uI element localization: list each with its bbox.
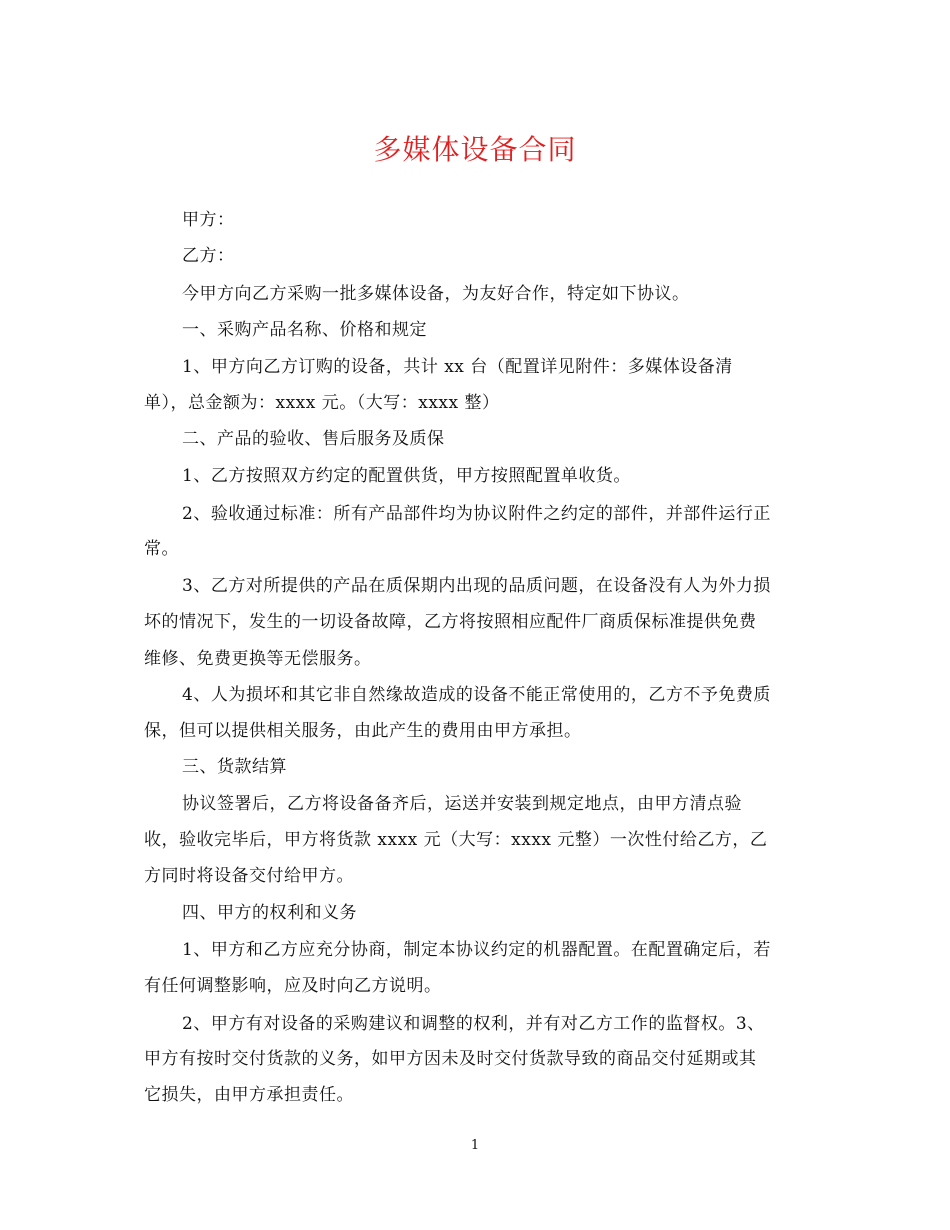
page-number: 1: [470, 1138, 480, 1153]
intro-paragraph: 今甲方向乙方采购一批多媒体设备，为友好合作，特定如下协议。: [182, 284, 690, 304]
paragraph-line: 坏的情况下，发生的一切设备故障，乙方将按照相应配件厂商质保标准提供免费: [144, 612, 757, 632]
paragraph-line: 甲方有按时交付货款的义务，如甲方因未及时交付货款导致的商品交付延期或其: [144, 1049, 757, 1069]
paragraph-line: 2、验收通过标准：所有产品部件均为协议附件之约定的部件，并部件运行正: [182, 504, 771, 524]
section-heading-1: 一、采购产品名称、价格和规定: [182, 320, 427, 340]
party-a-line: 甲方：: [182, 210, 235, 230]
paragraph-line: 有任何调整影响，应及时向乙方说明。: [144, 976, 442, 996]
paragraph-line: 1、乙方按照双方约定的配置供货，甲方按照配置单收货。: [182, 466, 631, 486]
paragraph-line: 收，验收完毕后，甲方将货款 xxxx 元（大写：xxxx 元整）一次性付给乙方，乙: [144, 830, 768, 850]
section-heading-2: 二、产品的验收、售后服务及质保: [182, 429, 445, 449]
section-heading-4: 四、甲方的权利和义务: [182, 903, 357, 923]
paragraph-line: 单），总金额为：xxxx 元。（大写：xxxx 整）: [144, 393, 500, 413]
paragraph-line: 它损失，由甲方承担责任。: [144, 1085, 354, 1105]
paragraph-line: 维修、免费更换等无偿服务。: [144, 649, 372, 669]
paragraph-line: 3、乙方对所提供的产品在质保期内出现的品质问题，在设备没有人为外力损: [182, 576, 771, 596]
paragraph-line: 1、甲方和乙方应充分协商，制定本协议约定的机器配置。在配置确定后，若: [182, 940, 771, 960]
section-heading-3: 三、货款结算: [182, 757, 287, 777]
document-title: 多媒体设备合同: [373, 133, 577, 166]
party-b-line: 乙方：: [182, 246, 235, 266]
paragraph-line: 常。: [144, 539, 179, 559]
paragraph-line: 2、甲方有对设备的采购建议和调整的权利，并有对乙方工作的监督权。3、: [182, 1014, 765, 1034]
paragraph-line: 保，但可以提供相关服务，由此产生的费用由甲方承担。: [144, 721, 582, 741]
paragraph-line: 1、甲方向乙方订购的设备，共计 xx 台（配置详见附件：多媒体设备清: [182, 357, 733, 377]
paragraph-line: 协议签署后，乙方将设备备齐后，运送并安装到规定地点，由甲方清点验: [182, 794, 742, 814]
paragraph-line: 方同时将设备交付给甲方。: [144, 866, 354, 886]
paragraph-line: 4、人为损坏和其它非自然缘故造成的设备不能正常使用的，乙方不予免费质: [182, 685, 771, 705]
